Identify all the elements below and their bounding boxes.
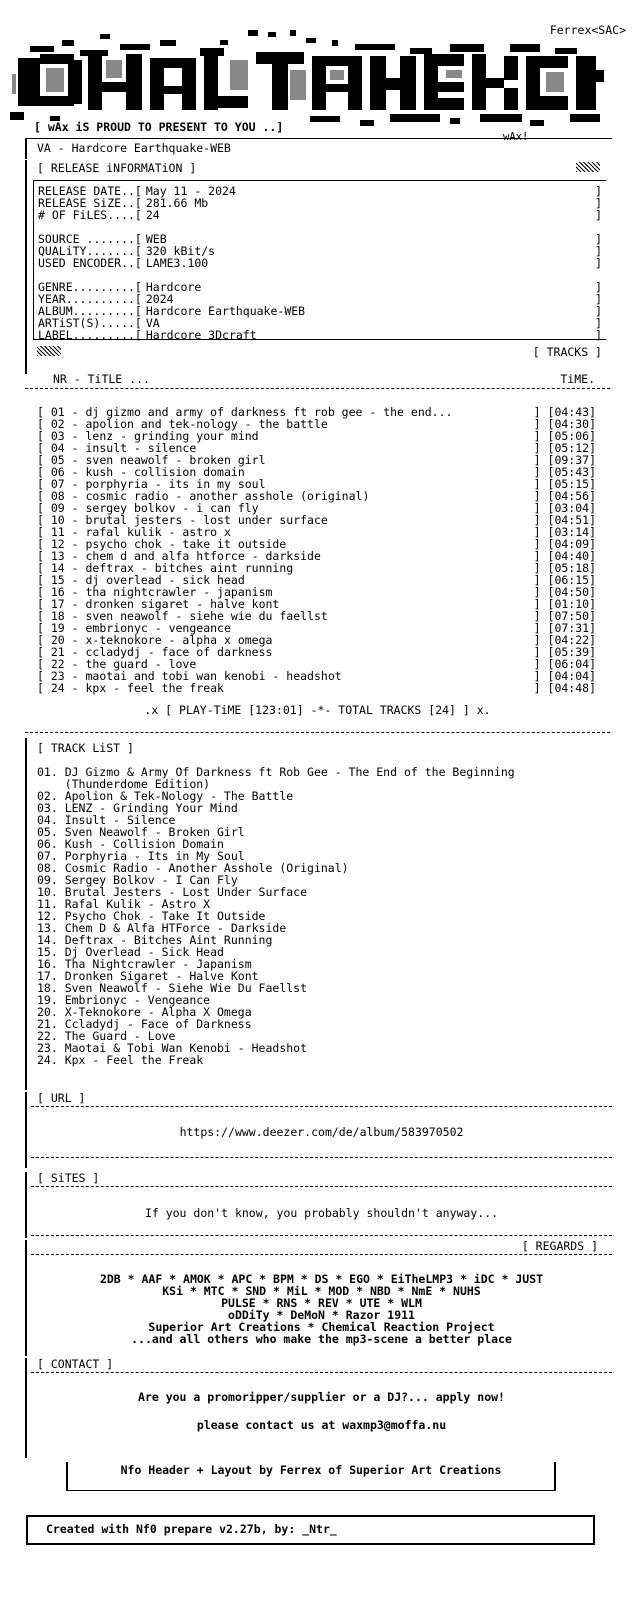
track-time: 04:56 [554, 489, 590, 503]
tracklist-item: 05. Sven Neawolf - Broken Girl [37, 825, 245, 839]
track-time-cell: ] [06:15] [533, 573, 596, 587]
track-number: 22 [50, 657, 65, 671]
track-entry: [ 05 - sven neawolf - broken girl [37, 453, 266, 467]
tracklist-item: 04. Insult - Silence [37, 813, 176, 827]
track-time: 09:37 [554, 453, 590, 467]
release-field-value: 320 kBit/s [145, 244, 216, 258]
track-title: tha nightcrawler - japanism [85, 585, 273, 599]
track-time-cell: ] [04:09] [533, 537, 596, 551]
release-field-label: ARTiST(S).....[ [38, 316, 142, 330]
tracklist-label: [ TRACK LiST ] [37, 741, 134, 755]
sites-label: [ SiTES ] [37, 1171, 100, 1185]
track-time-cell: ] [05:12] [533, 441, 596, 455]
release-field-label: SOURCE .......[ [38, 232, 142, 246]
release-field-label: RELEASE SiZE..[ [38, 196, 142, 210]
track-number: 19 [50, 621, 65, 635]
track-time: 04:40 [554, 549, 590, 563]
track-entry: [ 07 - porphyria - its in my soul [37, 477, 266, 491]
tracklist-item: 22. The Guard - Love [37, 1029, 176, 1043]
tracklist-item: 10. Brutal Jesters - Lost Under Surface [37, 885, 308, 899]
track-entry: [ 24 - kpx - feel the freak [37, 681, 224, 695]
track-title: chem d and alfa htforce - darkside [85, 549, 321, 563]
track-time-cell: ] [03:14] [533, 525, 596, 539]
release-field-label: USED ENCODER..[ [38, 256, 142, 270]
track-number: 08 [50, 489, 65, 503]
track-entry: [ 01 - dj gizmo and army of darkness ft rob gee - the end... [37, 405, 453, 419]
track-number: 04 [50, 441, 65, 455]
url-section [25, 1092, 612, 1168]
track-title: porphyria - its in my soul [85, 477, 266, 491]
tracklist-item: 06. Kush - Collision Domain [37, 837, 224, 851]
release-field [38, 257, 208, 269]
bracket-close: ] [595, 304, 602, 318]
track-title: lenz - grinding your mind [85, 429, 259, 443]
track-time: 04:43 [554, 405, 590, 419]
track-time-cell: ] [04:40] [533, 549, 596, 563]
release-field-label: LABEL.........[ [38, 328, 142, 342]
track-entry: [ 20 - x-teknokore - alpha x omega [37, 633, 273, 647]
track-time: 07:31 [554, 621, 590, 635]
layout-credit-box [66, 1462, 556, 1491]
track-time-cell: ] [04:04] [533, 669, 596, 683]
track-title: the guard - love [85, 657, 197, 671]
url-label: [ URL ] [37, 1091, 86, 1105]
release-field-label: RELEASE DATE..[ [38, 184, 142, 198]
tracklist-item: 17. Dronken Sigaret - Halve Kont [37, 969, 259, 983]
release-field-label: QUALiTY.......[ [38, 244, 142, 258]
track-time-cell: ] [07:50] [533, 609, 596, 623]
track-number: 20 [50, 633, 65, 647]
tracklist-item: 24. Kpx - Feel the Freak [37, 1053, 204, 1067]
release-title: VA - Hardcore Earthquake-WEB [37, 141, 231, 155]
track-time: 05:39 [554, 645, 590, 659]
track-time: 03:14 [554, 525, 590, 539]
contact-label: [ CONTACT ] [37, 1357, 114, 1371]
bracket-close: ] [595, 208, 602, 222]
regards-line: Superior Art Creations * Chemical Reaction Project [148, 1320, 495, 1334]
release-field-value: Hardcore 3Dcraft [145, 328, 257, 342]
regards-line: oDDiTy * DeMoN * Razor 1911 [228, 1308, 415, 1322]
tracklist-item: 14. Deftrax - Bitches Aint Running [37, 933, 273, 947]
track-entry: [ 21 - ccladydj - face of darkness [37, 645, 273, 659]
tracklist-item: 19. Embrionyc - Vengeance [37, 993, 211, 1007]
track-time-cell: ] [07:31] [533, 621, 596, 635]
track-title: ccladydj - face of darkness [85, 645, 273, 659]
track-time-cell: ] [04:22] [533, 633, 596, 647]
track-entry: [ 08 - cosmic radio - another asshole (original) [37, 489, 370, 503]
track-entry: [ 03 - lenz - grinding your mind [37, 429, 259, 443]
track-time: 04:22 [554, 633, 590, 647]
track-entry: [ 11 - rafal kulik - astro x [37, 525, 231, 539]
col-nr-title: NR - TiTLE ... [53, 372, 150, 386]
sites-text: If you don't know, you probably shouldn't anyway... [144, 1206, 499, 1220]
track-number: 05 [50, 453, 65, 467]
track-entry: [ 16 - tha nightcrawler - japanism [37, 585, 273, 599]
track-number: 09 [50, 501, 65, 515]
tracklist-section [25, 738, 612, 1090]
track-time-cell: ] [06:04] [533, 657, 596, 671]
hatch-ornament-icon [37, 346, 61, 356]
track-number: 24 [50, 681, 65, 695]
regards-label: [ REGARDS ] [521, 1239, 598, 1253]
bracket-close: ] [595, 328, 602, 342]
contact-email[interactable]: please contact us at waxmp3@moffa.nu [196, 1418, 447, 1432]
track-number: 07 [50, 477, 65, 491]
release-field-label: GENRE.........[ [38, 280, 142, 294]
track-number: 17 [50, 597, 65, 611]
track-title: kush - collision domain [85, 465, 245, 479]
layout-credit: Nfo Header + Layout by Ferrex of Superior Art Creations [120, 1463, 502, 1477]
track-title: insult - silence [85, 441, 197, 455]
release-field-value: 2024 [145, 292, 174, 306]
track-title: dj overlead - sick head [85, 573, 245, 587]
track-time: 04:48 [554, 681, 590, 695]
track-entry: [ 10 - brutal jesters - lost under surface [37, 513, 328, 527]
release-title-box [25, 138, 612, 159]
release-field-label: ALBUM.........[ [38, 304, 142, 318]
track-number: 03 [50, 429, 65, 443]
track-number: 14 [50, 561, 65, 575]
track-title: sergey bolkov - i can fly [85, 501, 259, 515]
release-field-value: Hardcore [145, 280, 202, 294]
track-title: maotai and tobi wan kenobi - headshot [85, 669, 342, 683]
bracket-close: ] [595, 196, 602, 210]
track-time: 05:15 [554, 477, 590, 491]
track-title: kpx - feel the freak [85, 681, 224, 695]
tracklist-item: 02. Apolion & Tek-Nology - The Battle [37, 789, 294, 803]
tracklist-item: 07. Porphyria - Its in My Soul [37, 849, 245, 863]
track-time-cell: ] [05:15] [533, 477, 596, 491]
track-entry: [ 14 - deftrax - bitches aint running [37, 561, 294, 575]
release-field-label: YEAR..........[ [38, 292, 142, 306]
track-title: dj gizmo and army of darkness ft rob gee - the end... [85, 405, 453, 419]
track-time: 03:04 [554, 501, 590, 515]
tracklist-item: 13. Chem D & Alfa HTForce - Darkside [37, 921, 287, 935]
track-time: 04:50 [554, 585, 590, 599]
release-info-label: [ RELEASE iNFORMATiON ] [37, 161, 197, 175]
track-time-cell: ] [04:51] [533, 513, 596, 527]
tracklist-item: 21. Ccladydj - Face of Darkness [37, 1017, 252, 1031]
track-number: 10 [50, 513, 65, 527]
tracklist-item: 09. Sergey Bolkov - I Can Fly [37, 873, 238, 887]
track-time-cell: ] [04:50] [533, 585, 596, 599]
release-info-section [25, 160, 612, 374]
group-tag: wAx! [503, 131, 529, 143]
release-field-row [38, 329, 606, 341]
track-time-cell: ] [04:48] [533, 681, 596, 695]
tracklist-item: 20. X-Teknokore - Alpha X Omega [37, 1005, 252, 1019]
track-time-cell: ] [05:18] [533, 561, 596, 575]
tracks-list [25, 389, 610, 694]
track-time-cell: ] [05:06] [533, 429, 596, 443]
track-time: 04:51 [554, 513, 590, 527]
track-time: 01:10 [554, 597, 590, 611]
nfo-header [0, 0, 632, 143]
tracklist-item: 18. Sven Neawolf - Siehe Wie Du Faellst [37, 981, 308, 995]
release-field-row [38, 209, 606, 221]
bracket-close: ] [595, 244, 602, 258]
track-title: brutal jesters - lost under surface [85, 513, 328, 527]
release-field-label: # OF FiLES....[ [38, 208, 142, 222]
url-link[interactable]: https://www.deezer.com/de/album/583970502 [179, 1125, 464, 1139]
release-field-value: 281.66 Mb [145, 196, 209, 210]
release-field-value: May 11 - 2024 [145, 184, 236, 198]
track-title: deftrax - bitches aint running [85, 561, 294, 575]
regards-section [25, 1240, 612, 1356]
track-number: 06 [50, 465, 65, 479]
track-entry: [ 18 - sven neawolf - siehe wie du faellst [37, 609, 328, 623]
tracks-section [25, 370, 610, 726]
regards-line: PULSE * RNS * REV * UTE * WLM [221, 1296, 422, 1310]
tracklist-item: 11. Rafal Kulik - Astro X [37, 897, 211, 911]
track-time-cell: ] [05:43] [533, 465, 596, 479]
track-entry: [ 04 - insult - silence [37, 441, 197, 455]
tracklist-item: 23. Maotai & Tobi Wan Kenobi - Headshot [37, 1041, 308, 1055]
release-field-value: 24 [145, 208, 160, 222]
track-title: embrionyc - vengeance [85, 621, 231, 635]
release-field-value: WEB [145, 232, 167, 246]
track-title: sven neawolf - broken girl [85, 453, 266, 467]
tracklist-item: 15. Dj Overlead - Sick Head [37, 945, 224, 959]
track-time: 04:30 [554, 417, 590, 431]
track-time: 06:04 [554, 657, 590, 671]
track-entry: [ 19 - embrionyc - vengeance [37, 621, 231, 635]
track-time-cell: ] [03:04] [533, 501, 596, 515]
bracket-close: ] [595, 292, 602, 306]
proud-banner: [ wAx iS PROUD TO PRESENT TO YOU ..] [34, 120, 284, 134]
contact-section [25, 1358, 612, 1458]
track-number: 23 [50, 669, 65, 683]
release-field-value: Hardcore Earthquake-WEB [145, 304, 306, 318]
track-time-cell: ] [04:56] [533, 489, 596, 503]
track-time-cell: ] [09:37] [533, 453, 596, 467]
release-field-row [38, 257, 606, 269]
track-time: 04:09 [554, 537, 590, 551]
regards-line: ...and all others who make the mp3-scene a better place [131, 1332, 512, 1346]
track-entry: [ 15 - dj overlead - sick head [37, 573, 245, 587]
track-title: cosmic radio - another asshole (original) [85, 489, 370, 503]
tracklist-item: 03. LENZ - Grinding Your Mind [37, 801, 238, 815]
track-time: 05:06 [554, 429, 590, 443]
release-fields-box [33, 180, 606, 340]
release-field [38, 209, 160, 221]
contact-line-1: Are you a promoripper/supplier or a DJ?... apply now! [138, 1390, 505, 1404]
track-entry: [ 23 - maotai and tobi wan kenobi - headshot [37, 669, 342, 683]
release-fields [34, 181, 606, 341]
track-time: 05:43 [554, 465, 590, 479]
track-entry: [ 17 - dronken sigaret - halve kont [37, 597, 280, 611]
track-time: 06:15 [554, 573, 590, 587]
track-number: 11 [50, 525, 65, 539]
tracklist-item: 01. DJ Gizmo & Army Of Darkness ft Rob Gee - The End of the Beginning [37, 765, 515, 779]
sites-section [25, 1172, 612, 1238]
wax-ascii-logo [10, 30, 610, 130]
track-entry: [ 13 - chem d and alfa htforce - darkside [37, 549, 321, 563]
tracklist-item: 12. Psycho Chok - Take It Outside [37, 909, 266, 923]
tracks-label: [ TRACKS ] [532, 345, 602, 359]
playtime-line: .x [ PLAY-TiME [123:01] -*- TOTAL TRACKS [24] ] x. [144, 703, 491, 717]
regards-line: KSi * MTC * SND * MiL * MOD * NBD * NmE * NUHS [162, 1284, 481, 1298]
tracklist-item: 08. Cosmic Radio - Another Asshole (Original) [37, 861, 349, 875]
track-entry: [ 12 - psycho chok - take it outside [37, 537, 287, 551]
regards-lines [31, 1255, 612, 1345]
bracket-close: ] [595, 256, 602, 270]
track-time-cell: ] [04:30] [533, 417, 596, 431]
created-with: Created with Nf0 prepare v2.27b, by: _Ntr_ [46, 1522, 337, 1536]
release-field-value: LAME3.100 [145, 256, 209, 270]
track-entry: [ 22 - the guard - love [37, 657, 197, 671]
track-row [37, 682, 610, 694]
tracklist-item: 16. Tha Nightcrawler - Japanism [37, 957, 252, 971]
track-title: apolion and tek-nology - the battle [85, 417, 328, 431]
header-credit: Ferrex<SAC> [549, 23, 626, 37]
track-number: 01 [50, 405, 65, 419]
created-with-box [26, 1515, 595, 1545]
track-entry: [ 09 - sergey bolkov - i can fly [37, 501, 259, 515]
track-time: 04:04 [554, 669, 590, 683]
bracket-close: ] [595, 316, 602, 330]
hatch-ornament-icon [576, 162, 600, 172]
bracket-close: ] [595, 184, 602, 198]
track-entry: [ 02 - apolion and tek-nology - the battle [37, 417, 328, 431]
track-time: 07:50 [554, 609, 590, 623]
track-number: 21 [50, 645, 65, 659]
track-time: 05:18 [554, 561, 590, 575]
track-number: 18 [50, 609, 65, 623]
track-number: 13 [50, 549, 65, 563]
track-entry: [ 06 - kush - collision domain [37, 465, 245, 479]
tracklist-items [27, 754, 612, 1066]
release-field [38, 329, 257, 341]
track-time: 05:12 [554, 441, 590, 455]
tracklist-item: (Thunderdome Edition) [37, 777, 211, 791]
release-field-value: VA [145, 316, 160, 330]
track-title: x-teknokore - alpha x omega [85, 633, 273, 647]
track-title: psycho chok - take it outside [85, 537, 287, 551]
track-number: 15 [50, 573, 65, 587]
track-time-cell: ] [04:43] [533, 405, 596, 419]
track-title: sven neawolf - siehe wie du faellst [85, 609, 328, 623]
col-time: TiME. [560, 372, 595, 386]
bracket-close: ] [595, 232, 602, 246]
track-number: 12 [50, 537, 65, 551]
track-time-cell: ] [05:39] [533, 645, 596, 659]
track-number: 02 [50, 417, 65, 431]
track-time-cell: ] [01:10] [533, 597, 596, 611]
bracket-close: ] [595, 280, 602, 294]
track-title: rafal kulik - astro x [85, 525, 231, 539]
track-title: dronken sigaret - halve kont [85, 597, 280, 611]
track-number: 16 [50, 585, 65, 599]
regards-line: 2DB * AAF * AMOK * APC * BPM * DS * EGO * EiTheLMP3 * iDC * JUST [99, 1272, 544, 1286]
